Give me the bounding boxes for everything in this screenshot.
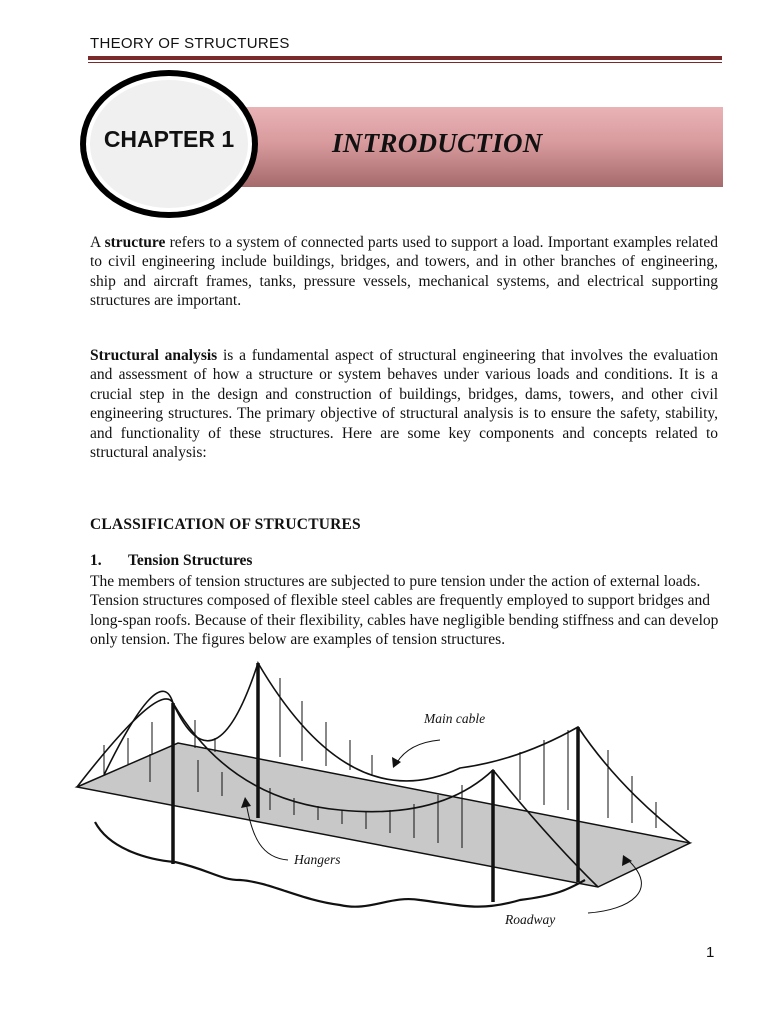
label-main-cable: Main cable (424, 711, 486, 726)
label-hangers: Hangers (294, 852, 341, 867)
section-heading: CLASSIFICATION OF STRUCTURES (90, 516, 361, 533)
paragraph-text: is a fundamental aspect of structural engineering that involves the evaluation and assessment of how a structure or system behaves under various loads and conditions. It is a crucial step in the design and construction of buildings, bridges, dams, towers, and other civil engineering structures. The primary objective of structural analysis is to ensure the safety, stability, and functionality of these structures. Here are some key components and concepts related to structural analysis: (90, 347, 718, 462)
term-structure: structure (104, 234, 166, 251)
label-roadway: Roadway (505, 912, 556, 927)
term-structural-analysis: Structural analysis (90, 347, 218, 364)
roadway-deck (77, 743, 690, 887)
subsection-number: 1. (90, 552, 102, 569)
suspension-bridge-figure (0, 655, 768, 945)
page-number: 1 (706, 944, 715, 961)
subsection-title: Tension Structures (128, 552, 253, 569)
subsection-heading (90, 552, 252, 570)
paragraph-text: refers to a system of connected parts used to support a load. Important examples related to civil engineering include buildings, bridges, and towers, and in other branches of engineering, ship and aircraft frames, tanks, pressure vessels, mechanical systems, and electrical supporting structures are important. (90, 234, 718, 310)
chapter-title: INTRODUCTION (332, 128, 543, 158)
header-rule-thin (88, 62, 722, 63)
running-header: THEORY OF STRUCTURES (90, 35, 290, 52)
paragraph-structural-analysis (90, 346, 718, 462)
main-cable-arrow (396, 740, 440, 764)
paragraph-tension-structures: The members of tension structures are subjected to pure tension under the action of external loads. Tension structures composed of flexible steel cables are frequently employed to support bridges and long-span roofs. Because of their flexibility, cables have negligible bending stiffness and can develop only tension. The figures below are examples of tension structures. (90, 573, 719, 649)
chapter-label: CHAPTER 1 (103, 126, 235, 152)
paragraph-structure-definition (90, 233, 718, 311)
paragraph-lead: A (90, 234, 105, 251)
header-rule (88, 56, 722, 60)
